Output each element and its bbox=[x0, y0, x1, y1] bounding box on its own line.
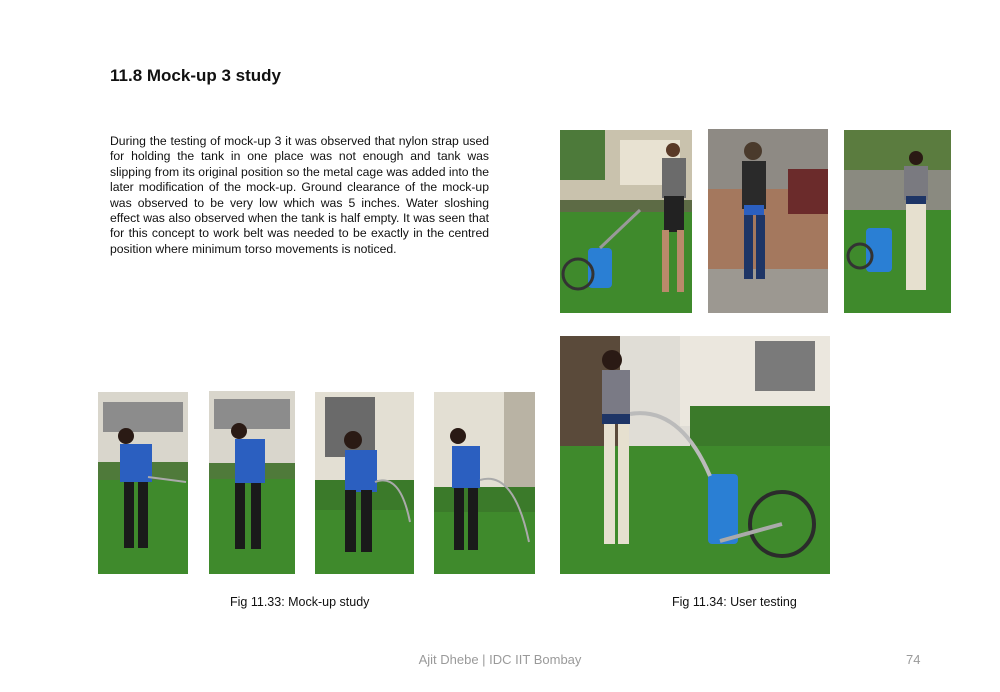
page-footer: Ajit Dhebe | IDC IIT Bombay bbox=[418, 652, 582, 667]
photo-user-with-cart bbox=[560, 130, 692, 313]
photo-mockup-study-3 bbox=[315, 392, 414, 574]
photo-woman-with-cart bbox=[844, 130, 951, 313]
page-number: 74 bbox=[906, 652, 921, 667]
figure-caption-user-testing: Fig 11.34: User testing bbox=[672, 595, 797, 609]
photo-user-testing-walking bbox=[560, 336, 830, 574]
photo-mockup-study-1 bbox=[98, 392, 188, 574]
section-heading: 11.8 Mock-up 3 study bbox=[110, 66, 281, 85]
body-paragraph: During the testing of mock-up 3 it was observed that nylon strap used for holding the tank in one place was not enough and tank was slipping from its original position so the metal cage was added into the later modification of the mock-up. Ground clearance of the mock-up was observed to be very low which was 5 inches. Water sloshing effect was also observed when the tank is half empty. It was seen that for this concept to work belt was needed to be exactly in the centred position where minimum torso movements is noticed. bbox=[110, 134, 489, 256]
figure-caption-mockup-study: Fig 11.33: Mock-up study bbox=[230, 595, 370, 609]
photo-mockup-study-2 bbox=[209, 391, 295, 574]
photo-mockup-study-4 bbox=[434, 392, 535, 574]
photo-user-wearing-belt bbox=[708, 129, 828, 313]
